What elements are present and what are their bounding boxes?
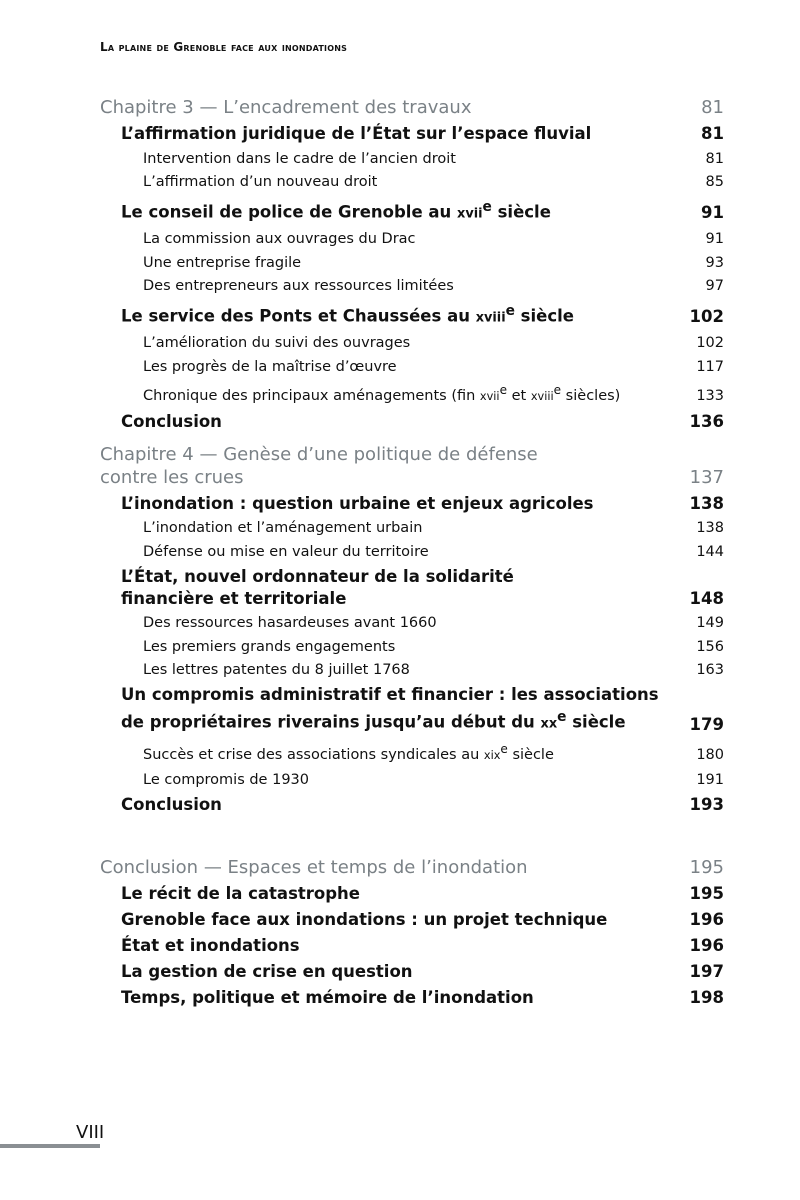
subsection-entry[interactable]	[100, 357, 724, 377]
subsection-title: Défense ou mise en valeur du territoire	[143, 543, 429, 560]
page-number: 149	[696, 615, 724, 632]
subsection-entry[interactable]	[100, 518, 724, 538]
chapter-4-entry[interactable]	[100, 443, 724, 489]
section-title: Le service des Ponts et Chaussées au xviii$^e$ siècle	[121, 303, 574, 326]
subsection-entry[interactable]	[100, 637, 724, 657]
subsection-entry[interactable]	[100, 333, 724, 353]
subsection-title: Le compromis de 1930	[143, 771, 309, 788]
section-title: L’inondation : question urbaine et enjeux agricoles	[121, 493, 594, 513]
page-number: 81	[705, 150, 724, 167]
subsection-title: La commission aux ouvrages du Drac	[143, 231, 416, 247]
section-title: Conclusion	[121, 411, 222, 431]
subsection-title: Succès et crise des associations syndicales au xix$^e$ siècle	[143, 742, 554, 764]
section-entry[interactable]	[100, 196, 724, 226]
subsection-title: Chronique des principaux aménagements (fin xvii$^e$ et xviii$^e$ siècles)	[143, 383, 621, 404]
section-entry[interactable]	[100, 909, 724, 931]
section-title: Le récit de la catastrophe	[121, 883, 360, 903]
page-number: 196	[689, 909, 724, 929]
page-number: 81	[701, 124, 724, 143]
chapter-title: Conclusion — Espaces et temps de l’inondation	[100, 856, 528, 878]
page-number: 136	[689, 411, 724, 431]
page-number: 138	[689, 493, 724, 513]
page-number: 137	[689, 466, 724, 488]
subsection-entry[interactable]	[100, 613, 724, 633]
subsection-title: Les lettres patentes du 8 juillet 1768	[143, 662, 410, 679]
page-number: 85	[705, 174, 724, 190]
chapter-title: Chapitre 4 — Genèse d’une politique de défense contre les crues	[100, 443, 538, 488]
subsection-title: Une entreprise fragile	[143, 254, 302, 271]
subsection-title: Les progrès de la maîtrise d’œuvre	[143, 358, 397, 375]
page-number: 91	[701, 202, 724, 222]
page-number: 179	[689, 714, 724, 734]
subsection-entry[interactable]	[100, 276, 724, 296]
section-entry[interactable]	[100, 493, 724, 515]
subsection-entry[interactable]	[100, 542, 724, 562]
subsection-title: L’amélioration du suivi des ouvrages	[143, 335, 411, 351]
page-number: 102	[696, 335, 724, 351]
page-number: 102	[689, 306, 724, 326]
subsection-title: Les premiers grands engagements	[143, 638, 396, 655]
folio-page-number: VIII	[76, 1122, 105, 1143]
subsection-title: L’affirmation d’un nouveau droit	[143, 174, 378, 190]
page-number: 117	[696, 358, 724, 375]
page-number: 195	[689, 883, 724, 903]
conclusion-chapter-entry[interactable]	[100, 856, 724, 879]
page-number: 138	[696, 520, 724, 537]
page-number: 97	[705, 278, 724, 294]
page-number: 193	[689, 794, 724, 814]
subsection-entry[interactable]	[100, 172, 724, 192]
running-head	[100, 40, 347, 54]
chapter-title: Chapitre 3 — L’encadrement des travaux	[100, 97, 472, 118]
page-number: 91	[705, 231, 724, 247]
page-number: 197	[689, 961, 724, 981]
subsection-entry[interactable]	[100, 229, 724, 249]
section-entry[interactable]	[100, 300, 724, 330]
section-entry[interactable]	[100, 883, 724, 905]
subsection-title: L’inondation et l’aménagement urbain	[143, 520, 423, 537]
section-title: Grenoble face aux inondations : un projet technique	[121, 909, 608, 929]
page-number: 195	[689, 856, 724, 878]
section-entry[interactable]	[100, 935, 724, 957]
section-entry[interactable]	[100, 684, 724, 736]
page-number: 144	[696, 543, 724, 560]
subsection-title: Des ressources hasardeuses avant 1660	[143, 615, 437, 632]
conclusion-entry[interactable]	[100, 794, 724, 816]
subsection-entry[interactable]	[100, 380, 724, 407]
section-title: Un compromis administratif et financier : les associations de propriétaires riverains jusqu’au début du $xx^e$ siècle	[121, 685, 659, 732]
subsection-entry[interactable]	[100, 739, 724, 766]
conclusion-entry[interactable]	[100, 411, 724, 433]
section-title: L’État, nouvel ordonnateur de la solidarité financière et territoriale	[121, 566, 514, 608]
page-number: 196	[689, 935, 724, 955]
page-number: 156	[696, 638, 724, 655]
subsection-title: Des entrepreneurs aux ressources limitées	[143, 278, 454, 294]
section-entry[interactable]	[100, 987, 724, 1009]
section-entry[interactable]	[100, 123, 724, 145]
section-entry[interactable]	[100, 961, 724, 983]
page-number: 163	[696, 662, 724, 679]
page-number: 198	[689, 987, 724, 1007]
subsection-entry[interactable]	[100, 149, 724, 169]
page-number: 180	[696, 747, 724, 764]
section-title: Le conseil de police de Grenoble au xvii$^e$ siècle	[121, 199, 551, 222]
folio-bar	[0, 1144, 100, 1148]
subsection-title: Intervention dans le cadre de l’ancien droit	[143, 150, 456, 167]
chapter-3-entry[interactable]	[100, 96, 724, 119]
section-title: Temps, politique et mémoire de l’inondation	[121, 987, 534, 1007]
subsection-entry[interactable]	[100, 770, 724, 790]
page-number: 191	[696, 771, 724, 788]
section-title: Conclusion	[121, 794, 222, 814]
section-title: L’affirmation juridique de l’État sur l’espace fluvial	[121, 124, 592, 143]
page-number: 148	[689, 588, 724, 608]
section-entry[interactable]	[100, 566, 724, 610]
page-number: 93	[705, 254, 724, 271]
subsection-entry[interactable]	[100, 660, 724, 680]
section-title: État et inondations	[121, 935, 300, 955]
page-number: 81	[701, 97, 724, 118]
subsection-entry[interactable]	[100, 253, 724, 273]
table-of-contents	[100, 96, 724, 1009]
page-number: 133	[696, 387, 724, 404]
section-title: La gestion de crise en question	[121, 961, 413, 981]
running-head-text: La plaine de Grenoble face aux inondations	[100, 40, 348, 54]
